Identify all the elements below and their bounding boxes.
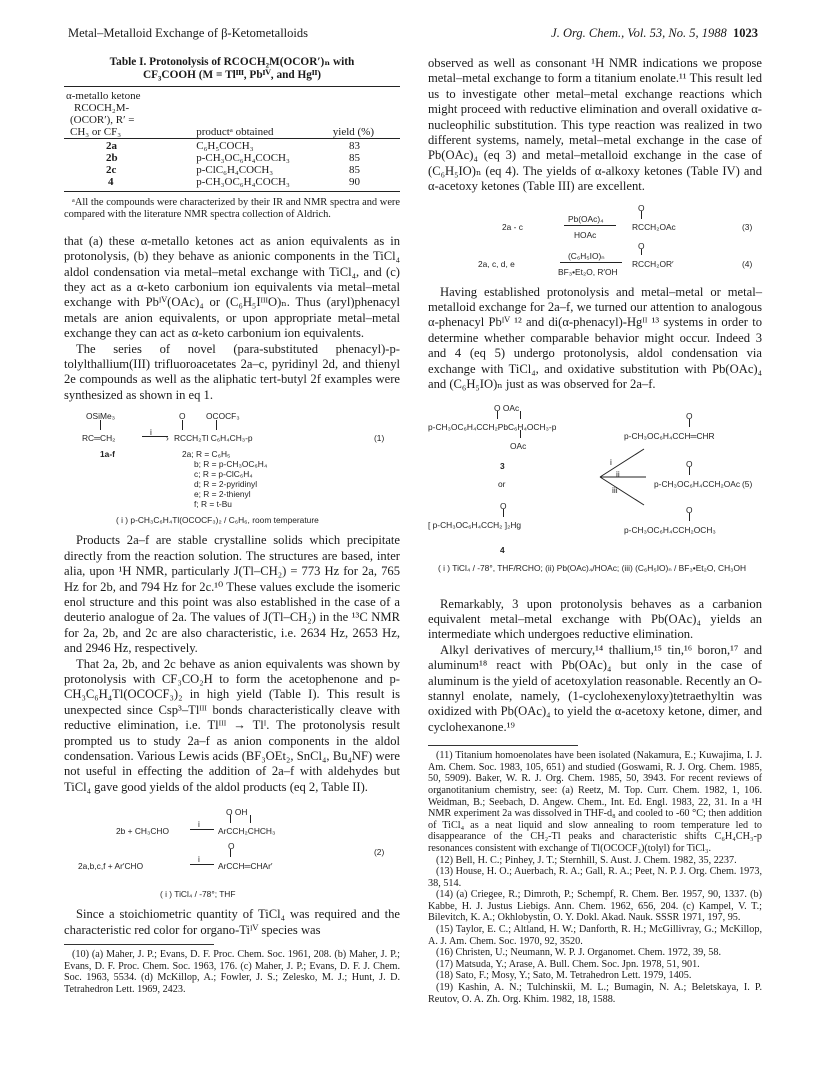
equation-1	[64, 409, 400, 509]
reference: (17) Matsuda, Y.; Arase, A. Bull. Chem. Soc. Jpn. 1978, 51, 901.	[436, 958, 700, 970]
row-id: 2c	[106, 164, 117, 176]
reference: (13) House, H. O.; Auerbach, R. A.; Gall, R. A.; Peet, N. P. J. Org. Chem. 1973, 38, 514.	[428, 866, 762, 889]
eq2-arrow-mark: i	[198, 819, 200, 830]
header-line: α-metallo ketone	[66, 90, 141, 102]
eq1-product-label: 2a; R = C₆H₅	[182, 449, 231, 460]
eq5-compound4: [ p-CH₃OC₆H₄CCH₂ ]₂Hg	[428, 519, 522, 530]
table-row	[64, 140, 400, 152]
row-id: 4	[108, 176, 114, 188]
eq2-line1-left: 2b + CH₃CHO	[116, 826, 169, 837]
eq3-left: 2a - c	[502, 221, 523, 232]
eq1-product-label: b; R = p-CH₃OC₆H₄	[194, 459, 268, 470]
eq1-product-label: c; R = p-ClC₆H₄	[194, 469, 253, 480]
eq1-product-ocof: OCOCF₃	[206, 411, 240, 422]
eq3-reagent-bottom: HOAc	[574, 229, 597, 240]
eq2-line1-right: ArCCH₂CHCH₃	[218, 826, 276, 837]
header-line: (OCOR′), R′ =	[70, 114, 135, 126]
table-1-caption-line2: CF₃COOH (M = Tlᴵᴵᴵ, Pbᴵⱽ, and Hgᴵᴵ)	[142, 69, 322, 81]
eq5-conditions: ( i ) TiCl₄ / -78°, THF/RCHO; (ii) Pb(OAc)₄/HOAc; (iii) (C₆H₅IO)ₙ / BF₃•Et₂O, CH₃OH	[438, 562, 747, 573]
eq1-product-label: f; R = t-Bu	[194, 499, 232, 510]
eq3-product-top: O	[638, 202, 645, 213]
eq4-number: (4)	[742, 258, 753, 269]
reference: (18) Sato, F.; Mosy, Y.; Sato, M. Tetrahedron Lett. 1979, 1405.	[436, 970, 692, 982]
eq1-reactant-top: OSiMe₃	[86, 411, 116, 422]
table-1-footnote: ᵃAll the compounds were characterized by their IR and NMR spectra and were compared with the literature NMR spectra collection of Aldrich.	[64, 197, 400, 221]
eq5-compound4-top: O	[500, 500, 507, 511]
table-1-header-col3: yield (%)	[332, 126, 374, 138]
eq4-product: RCCH₂OR′	[632, 258, 674, 269]
eq2-line2-top: O	[228, 841, 235, 852]
eq5-product1: p-CH₃OC₆H₄CCH═CHR	[624, 430, 715, 441]
eq5-compound3: p-CH₃OC₆H₄CCH₂PbC₆H₄OCH₃-p	[428, 421, 557, 432]
eq5-compound3-bottom: OAc	[510, 440, 527, 451]
table-row	[64, 164, 400, 176]
paragraph: Since a stoichiometric quantity of TiCl₄ was required and the characteristic red color for organo-Tiᴵⱽ species was	[64, 907, 400, 937]
eq1-product-o: O	[179, 411, 186, 422]
table-row	[64, 152, 400, 164]
eq2-number: (2)	[374, 847, 385, 858]
table-1	[64, 56, 400, 222]
eq1-conditions: ( i ) p-CH₃C₆H₄Tl(OCOCF₃)₂ / C₆H₆, room temperature	[116, 515, 319, 526]
row-id: 2a	[106, 140, 117, 152]
eq5-label4: 4	[500, 544, 505, 555]
header-line: RCOCH₂M-	[74, 102, 130, 114]
left-column	[64, 56, 400, 995]
eq3-number: (3)	[742, 221, 753, 232]
eq4-left: 2a, c, d, e	[478, 258, 515, 269]
header-line: CH₃ or CF₃	[70, 126, 122, 138]
row-product: C₆H₅COCH₃	[196, 140, 254, 152]
row-product: p-ClC₆H₄COCH₃	[196, 164, 274, 176]
eq4-reagent-bottom: BF₃•Et₂O, R′OH	[558, 266, 618, 277]
eq3-reagent-top: Pb(OAc)₄	[568, 213, 604, 224]
paragraph: Remarkably, 3 upon protonolysis behaves as a carbanion equivalent metal–metal exchange with Pb(OAc)₄ yields an intermediate which undergoes reductive elimination.	[428, 596, 762, 642]
eq2-arrow-mark: i	[198, 854, 200, 865]
table-1-grid	[64, 86, 400, 193]
table-1-header-row	[64, 87, 400, 139]
eq2-line1-top: O OH	[226, 807, 248, 818]
eq5-product3-top: O	[686, 504, 693, 515]
equation-3-4	[428, 201, 762, 277]
row-yield: 85	[349, 164, 360, 176]
eq5-arrow-label: iii	[612, 484, 618, 495]
eq1-product-label: e; R = 2-thienyl	[194, 489, 251, 500]
row-id: 2b	[106, 152, 118, 164]
eq5-label3: 3	[500, 460, 505, 471]
eq5-branch-arrows	[592, 447, 652, 507]
running-header-title: Metal–Metalloid Exchange of β-Ketometalloids	[68, 26, 308, 40]
row-yield: 85	[349, 152, 360, 164]
equation-2	[64, 805, 400, 881]
row-yield: 90	[349, 176, 360, 188]
arrow-head-icon: ›	[166, 433, 169, 444]
row-yield: 83	[349, 140, 360, 152]
page-number: 1023	[733, 26, 758, 40]
eq5-product2: p-CH₃OC₆H₄CCH₂OAc	[654, 478, 741, 489]
eq1-reactant-label: 1a-f	[100, 449, 115, 460]
eq4-product-top: O	[638, 240, 645, 251]
eq1-number: (1)	[374, 433, 385, 444]
journal-citation: J. Org. Chem., Vol. 53, No. 5, 1988	[551, 26, 727, 40]
references-right	[428, 750, 762, 1005]
reference: (14) (a) Criegee, R.; Dimroth, P.; Schempf, R. Chem. Ber. 1957, 90, 1337. (b) Kabbe, H. J. Justus Liebigs. Ann. Chem. 1962, 656, 204. (c) Kampel, V. T.; Bilevitch, K. A.; Okhlobystin, O. Y. Dokl. Akad. Nauk. SSSR 1971, 197, 95.	[428, 889, 762, 924]
eq4-reagent-top: (C₆H₅IO)ₙ	[568, 250, 605, 261]
references-left	[64, 949, 400, 995]
table-row	[64, 176, 400, 192]
reference: (12) Bell, H. C.; Pinhey, J. T.; Sternhill, S. Aust. J. Chem. 1982, 35, 2237.	[436, 854, 737, 866]
table-1-header-col1	[64, 87, 178, 139]
paragraph: Products 2a–f are stable crystalline solids which precipitate directly from the reaction solution. The structures are based, inter alia, upon ¹H NMR, particularly J(Tl–CH₂) = 773 Hz for 2a, 765 Hz for 2b, and 794 Hz for 2c.¹⁰ These values exclude the isomeric enol structure and this point was also established in the case of a deuterio analogue of 2a. The values of J(Tl–CH₂) in the ¹³C NMR for 2a, 2b, and 2c are also characteristic, i.e. 2634 Hz, 2653 Hz, and 2946 Hz, respectively.	[64, 533, 400, 656]
eq2-conditions: ( i ) TiCl₄ / -78°; THF	[160, 889, 236, 900]
table-1-caption	[64, 56, 400, 82]
eq5-arrow-label: ii	[616, 468, 620, 479]
eq1-reagent-mark: i	[150, 427, 152, 438]
eq5-compound3-top: O OAc	[494, 402, 520, 413]
equation-5	[428, 401, 762, 577]
reference: (15) Taylor, E. C.; Altland, H. W.; Danforth, R. H.; McGillivray, G.; McKillop, A. J. Am. Chem. Soc. 1970, 92, 3520.	[428, 924, 762, 947]
row-product: p-CH₃OC₆H₄COCH₃	[196, 176, 290, 188]
eq2-line2-left: 2a,b,c,f + Ar′CHO	[78, 861, 144, 872]
paragraph: observed as well as consonant ¹H NMR indications we propose metal–metal exchange to form a titanium enolate.¹¹ This result led us to investigate other metal–metal exchange reactions which might proceed with reductive elimination and overall oxidative α-nucleophilic substitution. This type reaction was realized in two different systems, namely, metal–metal exchange in the case of Pb(OAc)₄ (eq 3) and metal–metalloid exchange in the case of (C₆H₅IO)ₙ (eq 4). The yields of α-alkoxy ketones (Table IV) and α-acetoxy ketones (Table III) are excellent.	[428, 56, 762, 194]
reference: (16) Christen, U.; Neumann, W. P. J. Organomet. Chem. 1972, 39, 58.	[436, 947, 722, 959]
right-column	[428, 56, 762, 1005]
eq5-product3: p-CH₃OC₆H₄CCH₂OCH₃	[624, 524, 716, 535]
eq5-or: or	[498, 478, 506, 489]
eq1-product-label: d; R = 2-pyridinyl	[194, 479, 258, 490]
paragraph: Alkyl derivatives of mercury,¹⁴ thallium,¹⁵ tin,¹⁶ boron,¹⁷ and aluminum¹⁸ react with Pb(OAc)₄ but only in the case of aluminum is the yield of acetoxylation reasonable. Recently an O-stannyl enolate, namely, (1-cyclohexenyloxy)tetraethyltin was oxidized with Pb(OAc)₄ to yield the α-acetoxy ketone, dimer, and cyclohexanone.¹⁹	[428, 642, 762, 734]
table-1-header-col2: productᵃ obtained	[196, 126, 274, 138]
eq5-number: (5)	[742, 478, 753, 489]
paragraph: Having established protonolysis and metal–metal or metal–metalloid exchange for 2a–f, we turned our attention to analogous α-phenacyl Pbᴵⱽ ¹² and di(α-phenacyl)-Hgᴵᴵ ¹³ systems in order to determine whether comparable behavior might occur. Indeed 3 and 4 (eq 5) undergo protonolysis, aldol condensation via exchange with TiCl₄, and oxidative substitution with Pb(OAc)₄ and (C₆H₅IO)ₙ just as was observed for 2a–f.	[428, 284, 762, 392]
eq5-arrow-label: i	[610, 456, 612, 467]
eq1-product: RCCH₂Tl C₆H₄CH₃-p	[174, 433, 253, 444]
eq5-product1-top: O	[686, 410, 693, 421]
paragraph: that (a) these α-metallo ketones act as anion equivalents as in protonolysis, (b) they behave as anionic components in the TiCl₄ aldol condensation via metal–metal exchange with TiCl₄, and (c) they act as a α-keto carbonium ion equivalents via metal–metal exchange with Pbᴵⱽ(OAc)₄ or (C₆H₅IᴵᴵᴵO)ₙ. Thus (aryl)phenacyl metals are anion equivalents, or upon appropriate metal–metal exchange they can act as α-keto carbonium ion equivalents.	[64, 233, 400, 341]
eq3-product: RCCH₂OAc	[632, 221, 676, 232]
eq5-product2-top: O	[686, 458, 693, 469]
paragraph: That 2a, 2b, and 2c behave as anion equivalents was shown by protonolysis with CF₃CO₂H to form the acetophenone and p-CH₃C₆H₄Tl(OCOCF₃)₂ in high yield (Table I). This result is unexpected since Csp³–Tlᴵᴵᴵ bonds characteristically cleave with reductive elimination, i.e. Tlᴵᴵᴵ → Tlᴵ. The protonolysis result prompted us to study 2a–f as anion components in the aldol condensation. Various Lewis acids (BF₃OEt₂, SnCl₄, Bu₄NF) were not useful in effecting the addition of 2a–f with aldehydes but TiCl₄ gave good yields of the aldol products (eq 2, Table II).	[64, 656, 400, 794]
row-product: p-CH₃OC₆H₄COCH₃	[196, 152, 290, 164]
reference: (10) (a) Maher, J. P.; Evans, D. F. Proc. Chem. Soc. 1961, 208. (b) Maher, J. P.; Evans, D. F. Proc. Chem. Soc. 1963, 176. (c) Maher, J. P.; Evans, D. F. J. Chem. Soc. 1963, 5534. (d) McKillop, A.; Fowler, J. S.; Zelesko, M. J.; Hunt, J. D. Tetrahedron Lett. 1969, 2423.	[64, 949, 400, 995]
running-header-journal	[551, 26, 758, 41]
reference: (19) Kashin, A. N.; Tulchinskii, M. L.; Bumagin, N. A.; Beletskaya, I. P. Reutov, O. A. Zh. Org. Khim. 1982, 18, 1588.	[428, 982, 762, 1005]
eq2-line2-right: ArCCH═CHAr′	[218, 861, 273, 872]
paragraph: The series of novel (para-substituted phenacyl)-p-tolylthallium(III) trifluoroacetates 2a–c, pyridinyl 2d, and thienyl 2e compounds as well as the aliphatic tert-butyl 2f examples were synthesized as shown in eq 1.	[64, 341, 400, 402]
table-1-caption-line1: Table I. Protonolysis of RCOCH₂M(OCOR′)ₙ with	[109, 56, 355, 68]
reference: (11) Titanium homoenolates have been isolated (Nakamura, E.; Kuwajima, I. J. Am. Chem. Soc. 1983, 105, 651) and studied (Goswami, R. J. Org. Chem. 1985, 50, 5909). Baker, W. R. J. Org. Chem. 1985, 50, 3943. For recent reviews of organotitanium chemistry, see: (a) Reetz, M. Top. Curr. Chem. 1982, 1, 106. Weidman, B.; Seebach, D. Angew. Chem., Int. Ed. Engl. 1983, 22, 31. In a ¹H NMR experiment 2a was dissolved in THF-d₈ and cooled to -60 °C; then addition of TiCl₄ as a neat liquid and slow annealing to room temperature led to disappearance of the CH₂-Tl peaks and characteristic shifts C₆H₄CH₃-p resonances consistent with exchange of Tl(OCOCF₃)(tolyl) for TiCl₃.	[428, 750, 762, 854]
eq1-reactant: RC═CH₂	[82, 433, 116, 444]
